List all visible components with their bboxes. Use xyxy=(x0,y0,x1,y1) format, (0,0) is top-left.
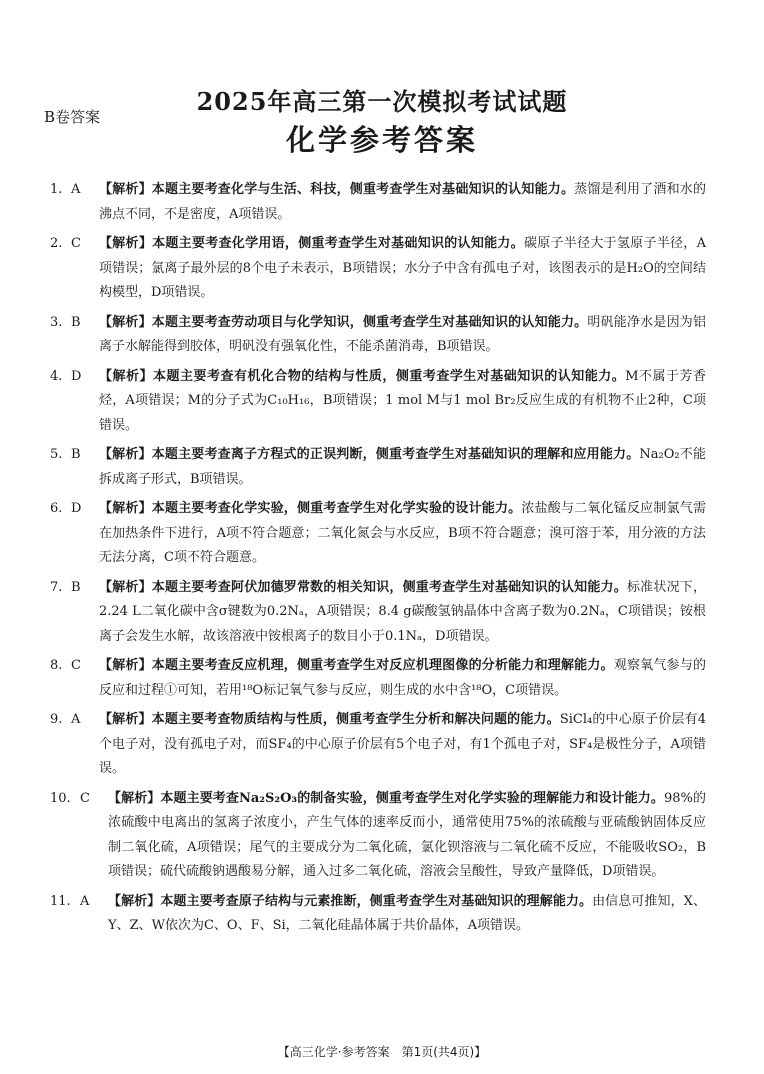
answer-item-10 xyxy=(50,787,706,885)
answer-item-8 xyxy=(50,654,706,703)
answer-choice: B xyxy=(71,314,81,330)
answer-item-9 xyxy=(50,708,706,782)
question-number: 3. xyxy=(50,314,63,330)
answer-item-5 xyxy=(50,443,706,492)
analysis-tag: 【解析】 xyxy=(99,368,153,384)
answer-choice: D xyxy=(71,501,82,516)
analysis-intro: 本题主要考查阿伏加德罗常数的相关知识，侧重考查学生对基础知识的认知能力。 xyxy=(151,579,627,595)
analysis-tag: 【解析】 xyxy=(99,182,152,197)
answer-item-1 xyxy=(50,178,706,227)
answer-item-2 xyxy=(50,232,706,306)
analysis-detail: SiCl₄的中心原子价层有4个电子对，没有孤电子对，而SF₄的中心原子价层有5个电子对，有1个孤电子对，SF₄是极性分子，A项错误。 xyxy=(99,712,706,776)
analysis-intro: 本题主要考查有机化合物的结构与性质，侧重考查学生对基础知识的认知能力。 xyxy=(152,368,626,384)
analysis-tag: 【解析】 xyxy=(99,314,152,330)
page-title: 2025年高三第一次模拟考试试题 xyxy=(196,87,568,116)
answer-choice: A xyxy=(80,893,90,909)
analysis-tag: 【解析】 xyxy=(108,790,161,806)
answer-choice: C xyxy=(71,236,81,251)
analysis-detail: 观察氧气参与的反应和过程①可知，若用¹⁸O标记氧气参与反应，则生成的水中含¹⁸O，C项错误。 xyxy=(99,658,706,698)
answer-item-3 xyxy=(50,311,706,360)
analysis-detail: 由信息可推知，X、Y、Z、W依次为C、O、F、Si，二氧化硅晶体属于共价晶体，A项错误。 xyxy=(108,893,706,933)
analysis-detail: 明矾能净水是因为铝离子水解能得到胶体，明矾没有强氧化性，不能杀菌消毒，B项错误。 xyxy=(99,314,706,354)
analysis-tag: 【解析】 xyxy=(108,893,161,909)
analysis-detail: 浓盐酸与二氧化锰反应制氯气需在加热条件下进行，A项不符合题意；二氧化氮会与水反应，B项不符合题意；溴可溶于苯，用分液的方法无法分离，C项不符合题意。 xyxy=(99,501,706,565)
question-number: 4. xyxy=(50,368,63,384)
answer-choice: B xyxy=(71,579,81,595)
question-number: 11. xyxy=(50,893,71,909)
question-number: 8. xyxy=(50,658,63,673)
analysis-tag: 【解析】 xyxy=(99,712,152,727)
analysis-intro: 本题主要考查化学实验，侧重考查学生对化学实验的设计能力。 xyxy=(151,501,522,516)
analysis-detail: Na₂O₂不能拆成离子形式，B项错误。 xyxy=(99,447,706,487)
analysis-intro: 本题主要考查反应机理，侧重考查学生对反应机理图像的分析能力和理解能力。 xyxy=(151,658,614,673)
answer-choice: A xyxy=(71,182,81,197)
question-number: 5. xyxy=(50,447,63,462)
answer-choice: C xyxy=(80,790,90,806)
question-number: 2. xyxy=(50,236,63,251)
page-footer: 【高三化学·参考答案 第1页(共4页)】 xyxy=(277,1045,487,1059)
analysis-detail: M不属于芳香烃，A项错误；M的分子式为C₁₀H₁₆，B项错误；1 mol M与1 mol Br₂反应生成的有机物不止2种，C项错误。 xyxy=(99,368,706,433)
answer-choice: B xyxy=(71,447,81,462)
analysis-tag: 【解析】 xyxy=(99,501,152,516)
analysis-tag: 【解析】 xyxy=(99,236,153,251)
analysis-intro: 本题主要考查原子结构与元素推断，侧重考查学生对基础知识的理解能力。 xyxy=(160,893,593,909)
analysis-intro: 本题主要考查物质结构与性质，侧重考查学生分析和解决问题的能力。 xyxy=(151,712,560,727)
answer-item-11 xyxy=(50,890,706,939)
answer-list xyxy=(50,178,706,944)
analysis-intro: 本题主要考查化学与生活、科技，侧重考查学生对基础知识的认知能力。 xyxy=(151,182,575,197)
analysis-tag: 【解析】 xyxy=(99,447,152,462)
answer-choice: D xyxy=(71,368,82,384)
analysis-intro: 本题主要考查Na₂S₂O₃的制备实验，侧重考查学生对化学实验的理解能力和设计能力。 xyxy=(160,790,664,806)
analysis-tag: 【解析】 xyxy=(99,579,152,595)
analysis-intro: 本题主要考查离子方程式的正误判断，侧重考查学生对基础知识的理解和应用能力。 xyxy=(151,447,640,462)
answer-choice: A xyxy=(71,712,81,727)
question-number: 1. xyxy=(50,182,63,197)
analysis-detail: 98%的浓硫酸中电离出的氢离子浓度小，产生气体的速率反而小，通常使用75%的浓硫酸与亚硫酸钠固体反应制二氧化硫，A项错误；尾气的主要成分为二氧化硫，氯化钡溶液与二氧化硫不反应，不能吸收SO₂，B项错误；硫代硫酸钠遇酸易分解，通入过多二氧化硫，溶液会呈酸性，导致产量降低，D项错误。 xyxy=(108,790,706,879)
analysis-tag: 【解析】 xyxy=(99,658,152,673)
question-number: 10. xyxy=(50,790,71,806)
answer-item-6 xyxy=(50,497,706,571)
analysis-intro: 本题主要考查化学用语，侧重考查学生对基础知识的认知能力。 xyxy=(152,236,524,251)
question-number: 9. xyxy=(50,712,63,727)
question-number: 6. xyxy=(50,501,63,516)
analysis-detail: 蒸馏是利用了酒和水的沸点不同，不是密度，A项错误。 xyxy=(99,182,706,222)
answer-item-7 xyxy=(50,576,706,650)
version-label: B卷答案 xyxy=(44,108,101,126)
page-subtitle: 化学参考答案 xyxy=(285,123,478,157)
analysis-detail: 标准状况下，2.24 L二氧化碳中含σ键数为0.2Nₐ，A项错误；8.4 g碳酸氢钠晶体中含离子数为0.2Nₐ，C项错误；铵根离子会发生水解，故该溶液中铵根离子的数目小于0.1Nₐ，D项错误。 xyxy=(99,579,706,644)
analysis-intro: 本题主要考查劳动项目与化学知识，侧重考查学生对基础知识的认知能力。 xyxy=(151,314,588,330)
answer-choice: C xyxy=(71,658,81,673)
answer-item-4 xyxy=(50,365,706,439)
analysis-detail: 碳原子半径大于氢原子半径，A项错误；氯离子最外层的8个电子未表示，B项错误；水分子中含有孤电子对，该图表示的是H₂O的空间结构模型，D项错误。 xyxy=(99,236,706,300)
question-number: 7. xyxy=(50,579,63,595)
